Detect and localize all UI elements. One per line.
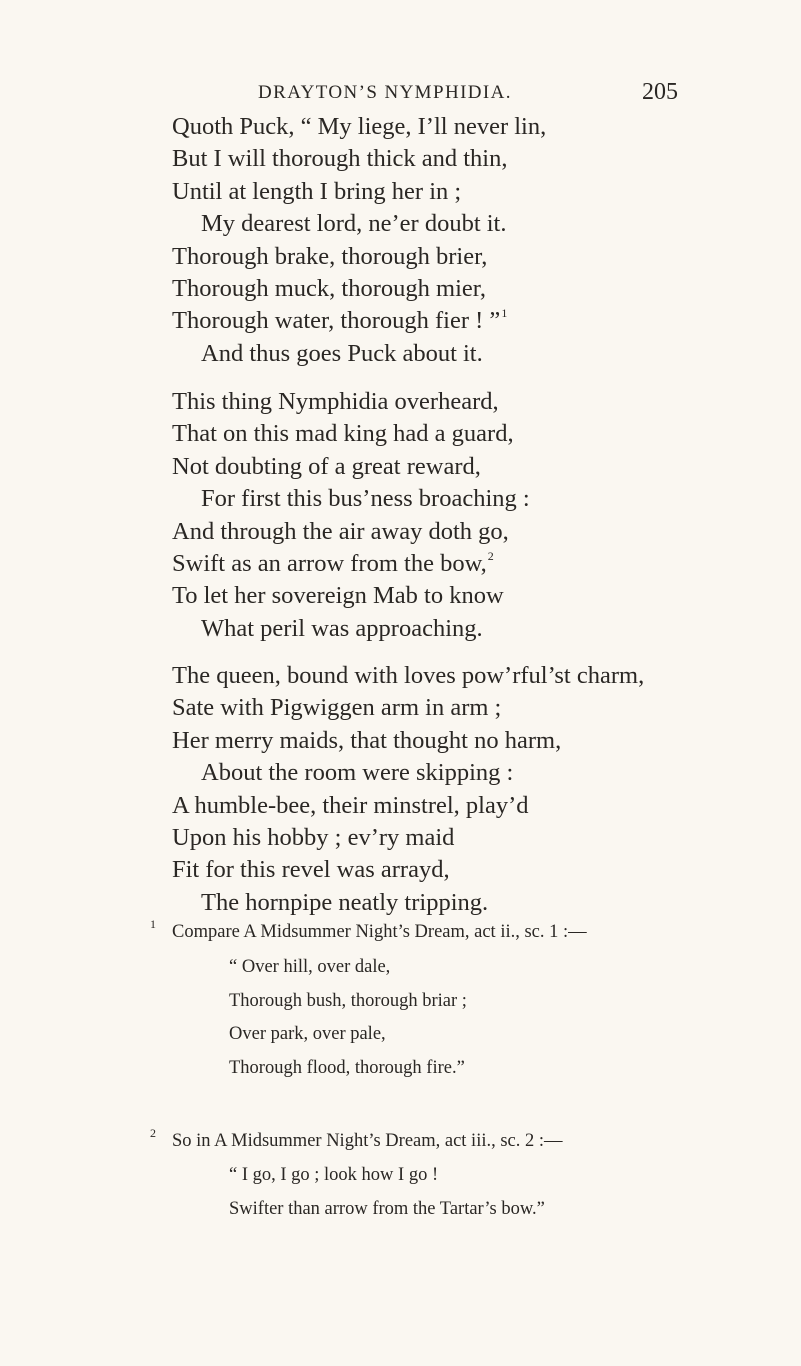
page-header	[0, 79, 801, 112]
footnote-text: So in A Midsummer Night’s Dream, act iii., sc. 2 :—	[172, 1131, 563, 1151]
footnote-marker: 2	[150, 1126, 156, 1140]
verse-line: For first this bus’ness broaching :	[201, 485, 530, 513]
quotation-line: Over park, over pale,	[229, 1024, 386, 1045]
footnote-reference: 1	[501, 306, 508, 321]
verse-line: To let her sovereign Mab to know	[172, 582, 504, 610]
stanza	[172, 386, 772, 645]
verse-line: This thing Nymphidia overheard,	[172, 388, 499, 415]
verse-line: And thus goes Puck about it.	[201, 339, 483, 367]
verse-line: A humble-bee, their minstrel, play’d	[172, 791, 529, 819]
verse-line: Quoth Puck, “ My liege, I’ll never lin,	[172, 113, 547, 140]
verse-line: That on this mad king had a guard,	[172, 420, 514, 448]
footnote-quotation	[229, 1159, 545, 1226]
verse-line: But I will thorough thick and thin,	[172, 145, 508, 173]
verse-line: What peril was approaching.	[201, 614, 483, 642]
verse-line: Swift as an arrow from the bow,$^2$	[172, 549, 494, 578]
verse-line: Thorough muck, thorough mier,	[172, 275, 487, 303]
verse-line: My dearest lord, ne’er doubt it.	[201, 210, 507, 238]
page-number: 205	[642, 79, 678, 105]
footnote-text: Compare A Midsummer Night’s Dream, act ii., sc. 1 :—	[172, 922, 587, 942]
quotation-line: Thorough bush, thorough briar ;	[229, 990, 467, 1011]
quotation-line: Swifter than arrow from the Tartar’s bow.”	[229, 1198, 545, 1219]
verse-line: Fit for this revel was arrayd,	[172, 856, 450, 884]
quotation-line: Thorough flood, thorough fire.”	[229, 1057, 465, 1078]
verse-line: Thorough brake, thorough brier,	[172, 242, 488, 270]
verse-line: The hornpipe neatly tripping.	[201, 888, 489, 916]
verse-line: The queen, bound with loves pow’rful’st charm,	[172, 662, 645, 689]
footnote	[150, 1126, 563, 1152]
footnote	[150, 917, 587, 943]
verse-line: Thorough water, thorough fier ! ”$^1$	[172, 306, 508, 335]
verse-line: And through the air away doth go,	[172, 517, 509, 545]
verse-line: Sate with Pigwiggen arm in arm ;	[172, 694, 502, 722]
stanza	[172, 660, 772, 919]
stanza	[172, 111, 772, 370]
verse-line: Not doubting of a great reward,	[172, 452, 481, 480]
verse-line: About the room were skipping :	[201, 759, 514, 787]
verse-line: Until at length I bring her in ;	[172, 177, 462, 205]
footnote-quotation	[229, 951, 467, 1085]
verse-line: Her merry maids, that thought no harm,	[172, 726, 562, 754]
verse-line: Upon his hobby ; ev’ry maid	[172, 824, 455, 852]
footnote-marker: 1	[150, 917, 156, 931]
quotation-line: “ I go, I go ; look how I go !	[229, 1165, 439, 1185]
footnote-reference: 2	[487, 549, 494, 564]
quotation-line: “ Over hill, over dale,	[229, 957, 391, 977]
running-head: DRAYTON’S NYMPHIDIA.	[258, 82, 512, 103]
